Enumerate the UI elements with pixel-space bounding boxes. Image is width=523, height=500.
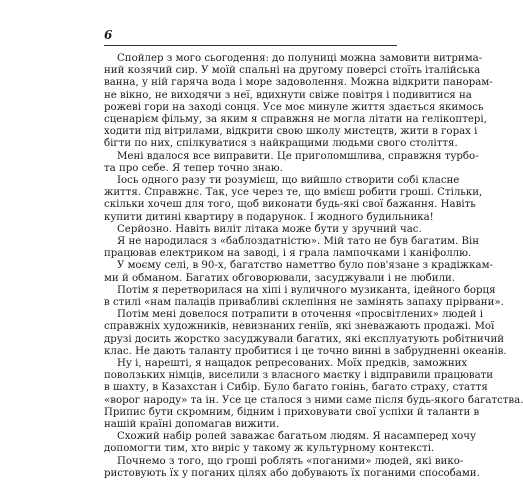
text-line: ходити під вітрилами, відкрити свою школу мистецтв, жити в горах і	[104, 126, 478, 138]
text-line: ристовують їх у поганих цілях або добувають їх поганими способами.	[104, 467, 480, 479]
text-line: Потім я перетворилася на хіпі і вуличного музиканта, ідейного борця	[117, 284, 496, 296]
header-rule	[104, 45, 397, 46]
text-line: Схожий набір ролей заважає багатьом людям. Я насамперед хочу	[117, 431, 476, 443]
text-line: Спойлер з мого сьогодення: до полуниці можна замовити витрима-	[117, 53, 483, 64]
text-line: Я не народилася з «баблоздатністю». Мій тато не був багатим. Він	[117, 236, 480, 247]
text-line: не вікно, не виходячи з неї, вдихнути свіже повітря і подивитися на	[104, 89, 472, 101]
text-line: та про себе. Я тепер точно знаю.	[104, 162, 283, 174]
text-line: в шахту, в Казахстан і Сибір. Було багато гонінь, багато страху, стаття	[104, 382, 488, 394]
text-line: У моєму селі, в 90-х, багатство наметтво було пов'язане з крадіжкам-	[117, 260, 493, 272]
text-line: друзі досить жорстко засуджували багатих, які експлуатують робітничий	[104, 333, 505, 345]
text-line: рожеві гори на заході сонця. Усе моє минуле життя здається якимось	[104, 101, 484, 113]
text-line: працював електриком на заводі, і я грала лампочками і каніфоллю.	[104, 248, 472, 260]
text-line: Потім мені довелося потрапити в оточення «просвітлених» людей і	[117, 309, 483, 321]
text-line: Припис бути скромним, бідним і приховувати свої успіхи й таланти в	[104, 406, 480, 418]
text-line: Ну і, нарешті, я нащадок репресованих. Моїх предків, заможних	[117, 358, 468, 369]
text-line: ванна, у ній гаряча вода і море задоволення. Можна відкрити панорам-	[104, 77, 493, 89]
page-number: 6	[104, 28, 113, 42]
text-line: Іось одного разу ти розумієш, що вийшло створити собі класне	[117, 175, 460, 186]
text-line: ний козячий сир. У моїй спальні на другому поверсі стоїть італійська	[104, 65, 481, 77]
text-line: сценарієм фільму, за яким я справжня не могла літати на гелікоптері,	[104, 114, 487, 125]
text-line: Мені вдалося все виправити. Це приголомшлива, справжня турбо-	[117, 150, 479, 162]
text-line: поволзьких німців, виселили з власного маєтку і відправили працювати	[104, 370, 494, 382]
text-line: купити дитині квартиру в подарунок. І жодного будильника!	[104, 211, 434, 223]
text-line: «ворог народу» та ін. Усе це сталося з ними саме після будь-якого багатства.	[104, 394, 523, 406]
text-line: клас. Не дають таланту пробитися і це точно винні в забрудненні океанів.	[104, 345, 507, 357]
text-line: життя. Справжнє. Так, усе через те, що вмієш робити гроші. Стільки,	[104, 187, 483, 199]
text-line: Почнемо з того, що гроші роблять «поганими» людей, які вико-	[117, 455, 464, 467]
text-line: Серйозно. Навіть виліт літака може бути у зручний час.	[117, 223, 422, 235]
text-line: допомогти тим, хто виріс у такому ж культурному контексті.	[104, 443, 435, 455]
text-line: справжніх художників, невизнаних геніїв, які зневажають продажі. Мої	[104, 321, 495, 333]
text-line: скільки хочеш для того, щоб виконати будь-які свої бажання. Навіть	[104, 199, 476, 211]
text-line: ми й обманом. Багатих обговорювали, засуджували і не любили.	[104, 272, 456, 284]
text-line: в стилі «нам палаців привабливі склепіння не замінять запаху прірвани».	[104, 297, 504, 308]
text-line: нашій країні допомагав вижити.	[104, 419, 280, 430]
text-line: бігти по них, спілкуватися з найкращими людьми свого століття.	[104, 138, 458, 150]
